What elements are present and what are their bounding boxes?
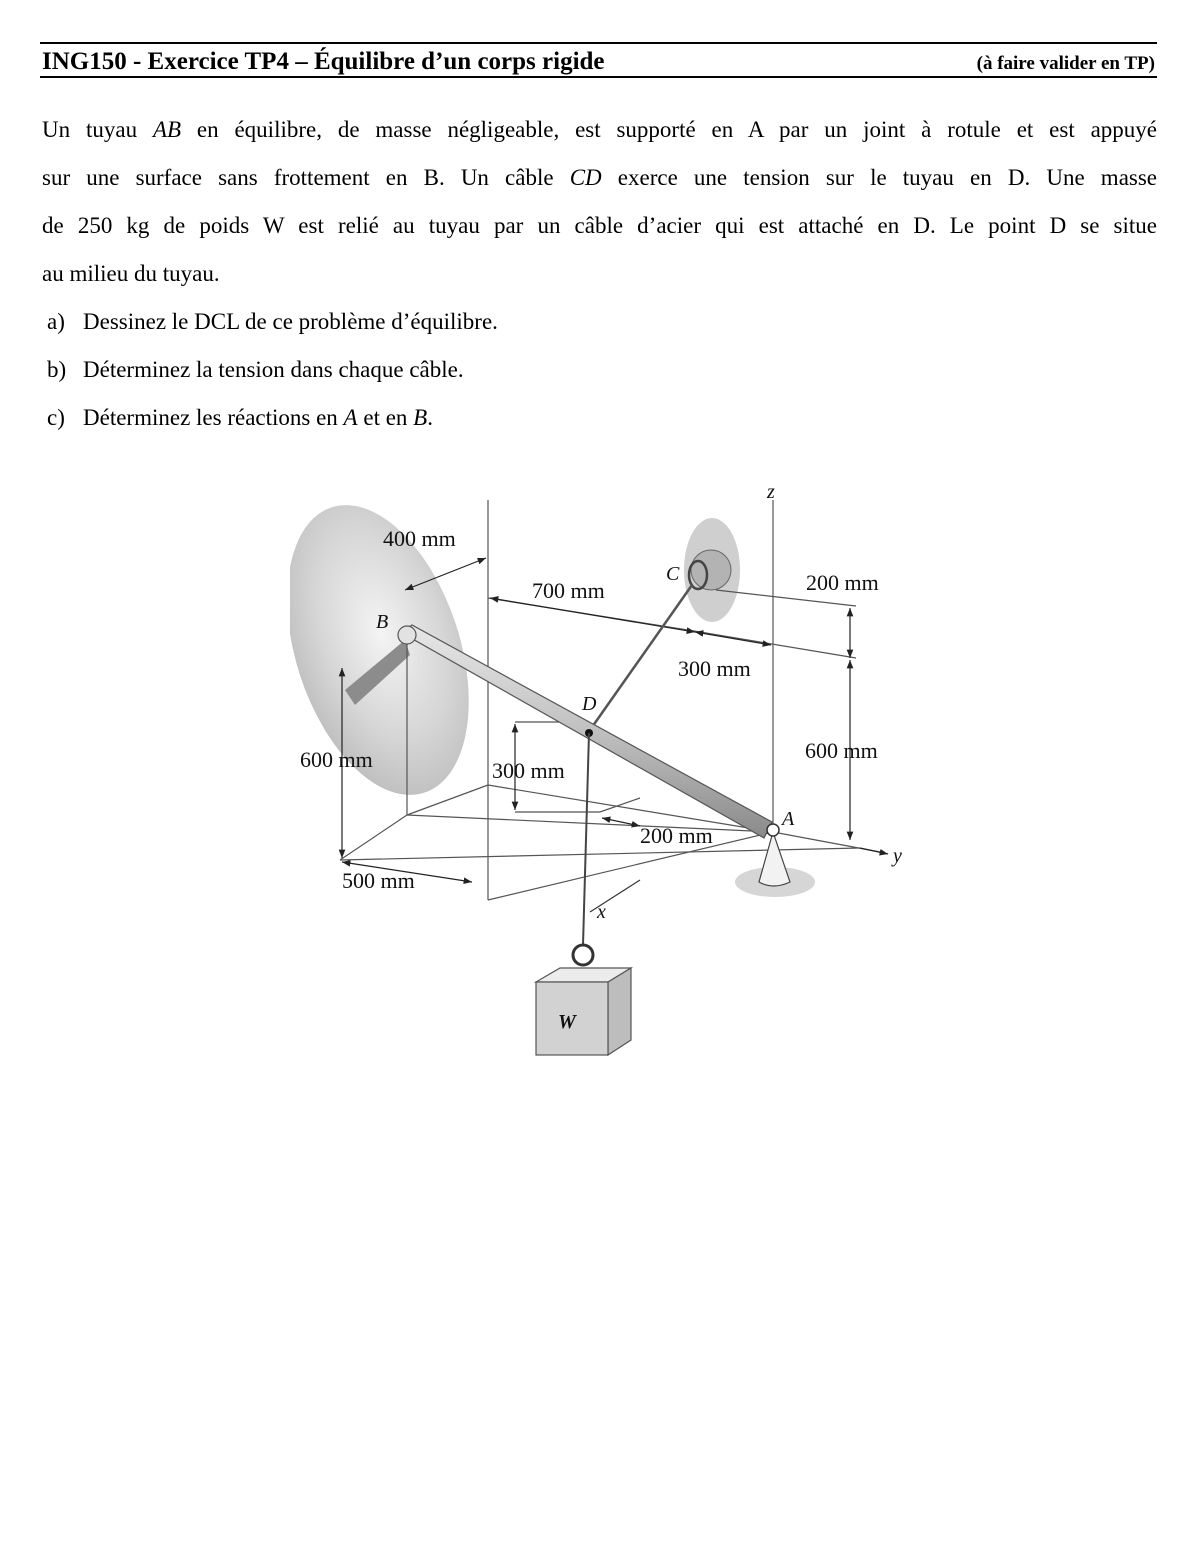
y-axis-arrow (860, 848, 888, 854)
steel-cable (583, 733, 589, 945)
weight-box-side (608, 968, 631, 1055)
question-b: b) Déterminez la tension dans chaque câble. (47, 357, 464, 382)
weight-hook-ring (573, 945, 593, 965)
document-title: ING150 - Exercice TP4 – Équilibre d’un corps rigide (42, 48, 605, 75)
cable-cd (590, 585, 692, 730)
statement-line-2: sur une surface sans frottement en B. Un câble CD exerce une tension sur le tuyau en D. Une masse (42, 165, 1157, 190)
dim-200mm-top: 200 mm (806, 570, 879, 595)
ball-joint-base (759, 832, 790, 886)
label-point-d: D (582, 693, 597, 715)
statement-line-4: au milieu du tuyau. (42, 261, 220, 286)
dim-500mm: 500 mm (342, 868, 415, 893)
ball-joint-a (767, 824, 779, 836)
anchor-plate-c (691, 550, 731, 590)
dim-300mm-right: 300 mm (678, 656, 751, 681)
pipe-equilibrium-figure (290, 470, 930, 1070)
question-c: c) Déterminez les réactions en A et en B. (47, 405, 433, 430)
dim-300mm-mid: 300 mm (492, 758, 565, 783)
statement-line-3: de 250 kg de poids W est relié au tuyau par un câble d’acier qui est attaché en D. Le point D se situe (42, 213, 1157, 238)
dim-400mm: 400 mm (383, 526, 456, 551)
pipe-end-b (398, 626, 416, 644)
dim-600mm-left: 600 mm (300, 747, 373, 772)
label-weight: W (558, 1011, 576, 1033)
label-point-c: C (666, 563, 680, 585)
validation-note: (à faire valider en TP) (976, 53, 1155, 74)
label-point-b: B (376, 611, 389, 633)
dim-200mm-bottom: 200 mm (640, 823, 713, 848)
label-axis-z: z (767, 481, 775, 503)
label-axis-x: x (597, 901, 606, 923)
question-list (47, 298, 498, 442)
problem-statement (42, 106, 1157, 298)
header-bar (40, 42, 1157, 78)
statement-line-1: Un tuyau AB en équilibre, de masse négligeable, est supporté en A par un joint à rotule et est appuyé (42, 117, 1157, 142)
label-axis-y: y (893, 845, 902, 867)
dim-700mm: 700 mm (532, 578, 605, 603)
question-a: a) Dessinez le DCL de ce problème d’équilibre. (47, 309, 498, 334)
label-point-a: A (782, 808, 795, 830)
dim-600mm-right: 600 mm (805, 738, 878, 763)
